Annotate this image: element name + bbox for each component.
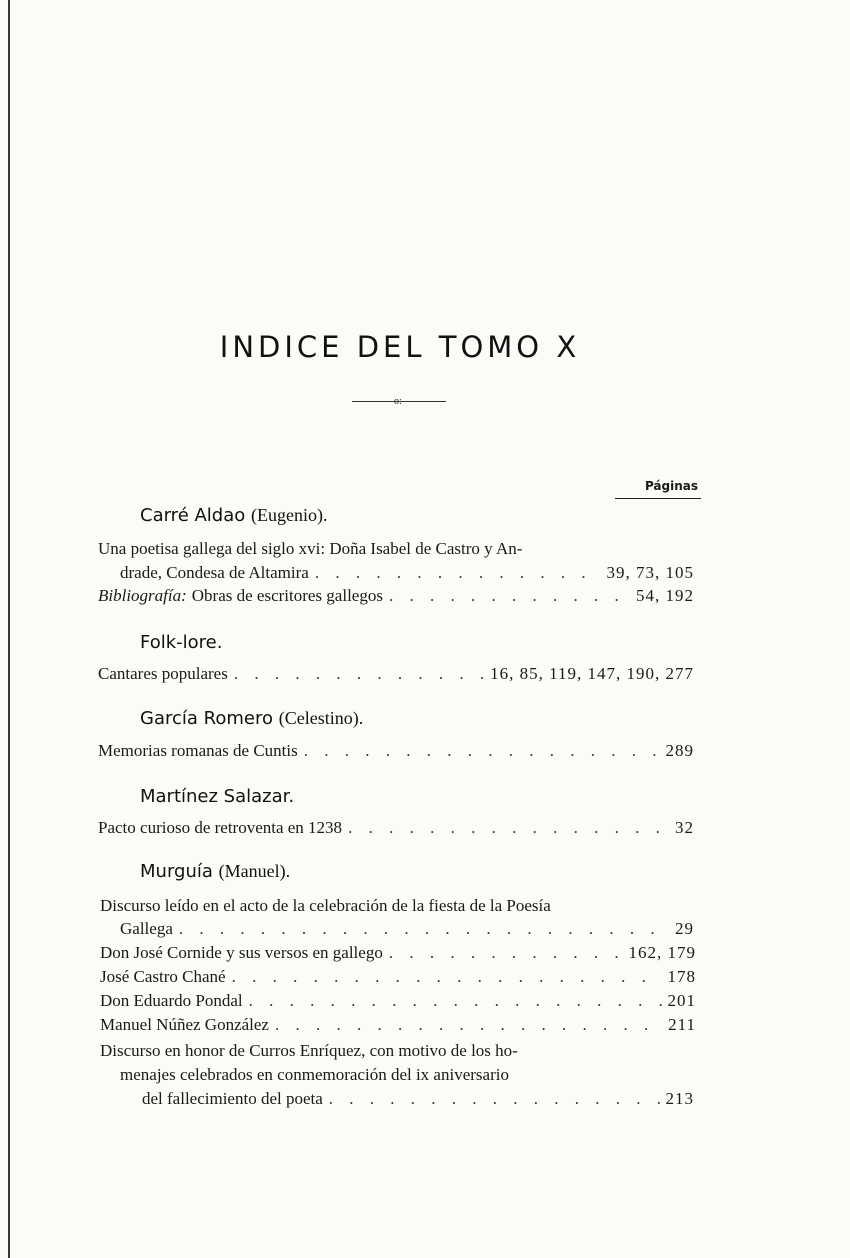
author-name: García Romero <box>140 708 273 729</box>
entry-title: drade, Condesa de Altamira <box>120 563 309 582</box>
author-heading-martinez <box>140 786 294 807</box>
entry-title: Gallega <box>120 919 173 938</box>
leader-dots <box>329 1087 660 1111</box>
author-name: Carré Aldao <box>140 505 246 526</box>
toc-entry <box>98 739 694 763</box>
entry-pages: 213 <box>665 1089 694 1108</box>
leader-dots <box>389 941 623 965</box>
leader-dots <box>348 816 669 840</box>
entry-title: Pacto curioso de retroventa en 1238 <box>98 818 343 837</box>
author-heading-folklore <box>140 632 222 653</box>
leader-dots <box>389 584 630 608</box>
entry-pages: 29 <box>675 919 694 938</box>
entry-title: del fallecimiento del poeta <box>142 1089 323 1108</box>
author-name: Murguía <box>140 861 213 882</box>
divider-ornament: o: <box>394 396 402 407</box>
entry-text-line: Una poetisa gallega del siglo xvi: Doña Isabel de Castro y An- <box>98 539 523 558</box>
entry-title: Obras de escritores gallegos <box>191 586 383 605</box>
entry-pages: 178 <box>667 967 696 986</box>
entry-pages: 211 <box>668 1015 696 1034</box>
leader-dots <box>179 917 669 941</box>
author-given-name: (Celestino). <box>278 708 364 728</box>
author-heading-garcia <box>140 708 363 729</box>
entry-pages: 162, 179 <box>628 943 696 962</box>
entry-pages: 32 <box>675 818 694 837</box>
leader-dots <box>275 1013 662 1037</box>
toc-entry <box>142 1087 694 1111</box>
toc-entry <box>100 965 696 989</box>
entry-text-line: Discurso en honor de Curros Enríquez, con motivo de los ho- <box>100 1041 518 1060</box>
toc-entry <box>98 584 694 608</box>
entry-title: Don José Cornide y sus versos en gallego <box>100 943 383 962</box>
entry-title: Cantares populares <box>98 664 228 683</box>
entry-text-line: Discurso leído en el acto de la celebración de la fiesta de la Poesía <box>100 896 551 915</box>
entry-pages: 39, 73, 105 <box>606 563 694 582</box>
leader-dots <box>315 561 601 585</box>
toc-entry <box>98 816 694 840</box>
author-heading-murguia <box>140 861 290 882</box>
author-heading-carre <box>140 505 328 526</box>
leader-dots <box>234 662 484 686</box>
leader-dots <box>232 965 662 989</box>
author-name: Folk-lore. <box>140 632 223 653</box>
paginas-underline <box>615 498 701 499</box>
entry-label: Bibliografía: <box>98 586 187 605</box>
entry-title: José Castro Chané <box>100 967 226 986</box>
entry-title: Don Eduardo Pondal <box>100 991 243 1010</box>
author-name: Martínez Salazar. <box>140 786 295 807</box>
entry-pages: 16, 85, 119, 147, 190, 277 <box>490 664 694 683</box>
author-given-name: (Manuel). <box>218 861 291 881</box>
toc-entry <box>100 941 696 965</box>
page-title: INDICE DEL TOMO X <box>219 330 581 364</box>
toc-entry <box>120 917 694 941</box>
leader-dots <box>304 739 660 763</box>
toc-entry <box>98 662 694 686</box>
leader-dots <box>249 989 662 1013</box>
paginas-column-header: Páginas <box>644 479 698 493</box>
entry-pages: 201 <box>667 991 696 1010</box>
entry-pages: 289 <box>665 741 694 760</box>
toc-entry <box>100 989 696 1013</box>
entry-title: Manuel Núñez González <box>100 1015 269 1034</box>
entry-title: Memorias romanas de Cuntis <box>98 741 298 760</box>
toc-entry <box>120 561 694 585</box>
entry-text-line: menajes celebrados en conmemoración del ix aniversario <box>120 1065 509 1084</box>
entry-pages: 54, 192 <box>636 586 694 605</box>
page-left-edge <box>8 0 10 1258</box>
author-given-name: (Eugenio). <box>251 505 328 525</box>
toc-entry <box>100 1013 696 1037</box>
